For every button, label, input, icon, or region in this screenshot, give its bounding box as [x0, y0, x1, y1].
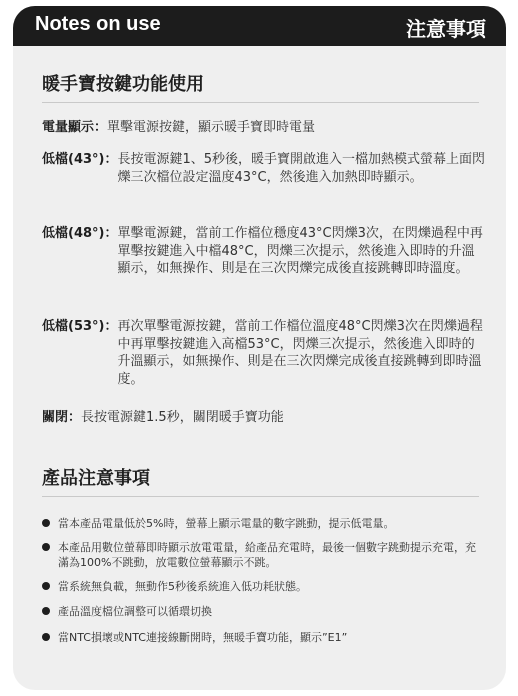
instruction-card	[13, 6, 506, 690]
function-item-low-48	[42, 225, 487, 278]
function-label: 低檔(53°)：	[42, 319, 118, 334]
function-item-battery	[42, 119, 487, 137]
function-text: 單擊電源鍵，當前工作檔位穩度43°C閃爍3次，在閃爍過程中再單擊按鍵進入中檔48°C，閃爍三次提示，然後進入即時的升溫顯示，如無操作、則是在三次閃爍完成後直接跳轉即時溫度。	[117, 226, 483, 276]
function-label: 關閉：	[42, 410, 82, 425]
function-item-low-53	[42, 318, 487, 388]
function-label: 低檔(43°)：	[42, 152, 118, 167]
function-label: 電量顯示：	[42, 120, 108, 135]
bullet-dot-icon	[42, 582, 50, 590]
function-item-low-43	[42, 151, 487, 186]
bullet-dot-icon	[42, 633, 50, 641]
function-item-off	[42, 409, 487, 427]
note-item: 當NTC損壞或NTC連接線斷開時，無暖手寶功能，顯示”E1”	[42, 630, 482, 645]
bullet-dot-icon	[42, 519, 50, 527]
header-title-zh: 注意事項	[406, 17, 486, 41]
header-bar	[13, 6, 506, 46]
notes-divider	[42, 496, 479, 497]
header-title-en: Notes on use	[35, 13, 161, 35]
bullet-dot-icon	[42, 543, 50, 551]
note-item: 產品溫度檔位調整可以循環切換	[42, 604, 482, 619]
function-text: 長按電源鍵1、5秒後，暖手寶開啟進入一檔加熱模式螢幕上面閃爍三次檔位設定溫度43°C，然後進入加熱即時顯示。	[117, 152, 486, 185]
note-item: 當本產品電量低於5%時，螢幕上顯示電量的數字跳動，提示低電量。	[42, 516, 482, 531]
note-item: 本產品用數位螢幕即時顯示放電電量，給產品充電時，最後一個數字跳動提示充電，充滿為100%不跳動，放電數位螢幕顯示不跳。	[42, 540, 482, 570]
notes-section-title: 產品注意事項	[42, 468, 150, 489]
functions-section-title: 暖手寶按鍵功能使用	[42, 74, 204, 95]
note-item: 當系統無負載，無動作5秒後系統進入低功耗狀態。	[42, 579, 482, 594]
function-text: 再次單擊電源按鍵，當前工作檔位溫度48°C閃爍3次在閃爍過程中再單擊按鍵進入高檔53°C，閃爍三次提示，然後進入即時的升溫顯示，如無操作、則是在三次閃爍完成後直接跳轉到即時溫度。	[117, 319, 483, 387]
function-label: 低檔(48°)：	[42, 226, 118, 241]
bullet-dot-icon	[42, 607, 50, 615]
function-text: 長按電源鍵1.5秒，關閉暖手寶功能	[81, 410, 284, 425]
function-text: 單擊電源按鍵，顯示暖手寶即時電量	[107, 120, 316, 135]
functions-divider	[42, 102, 479, 103]
